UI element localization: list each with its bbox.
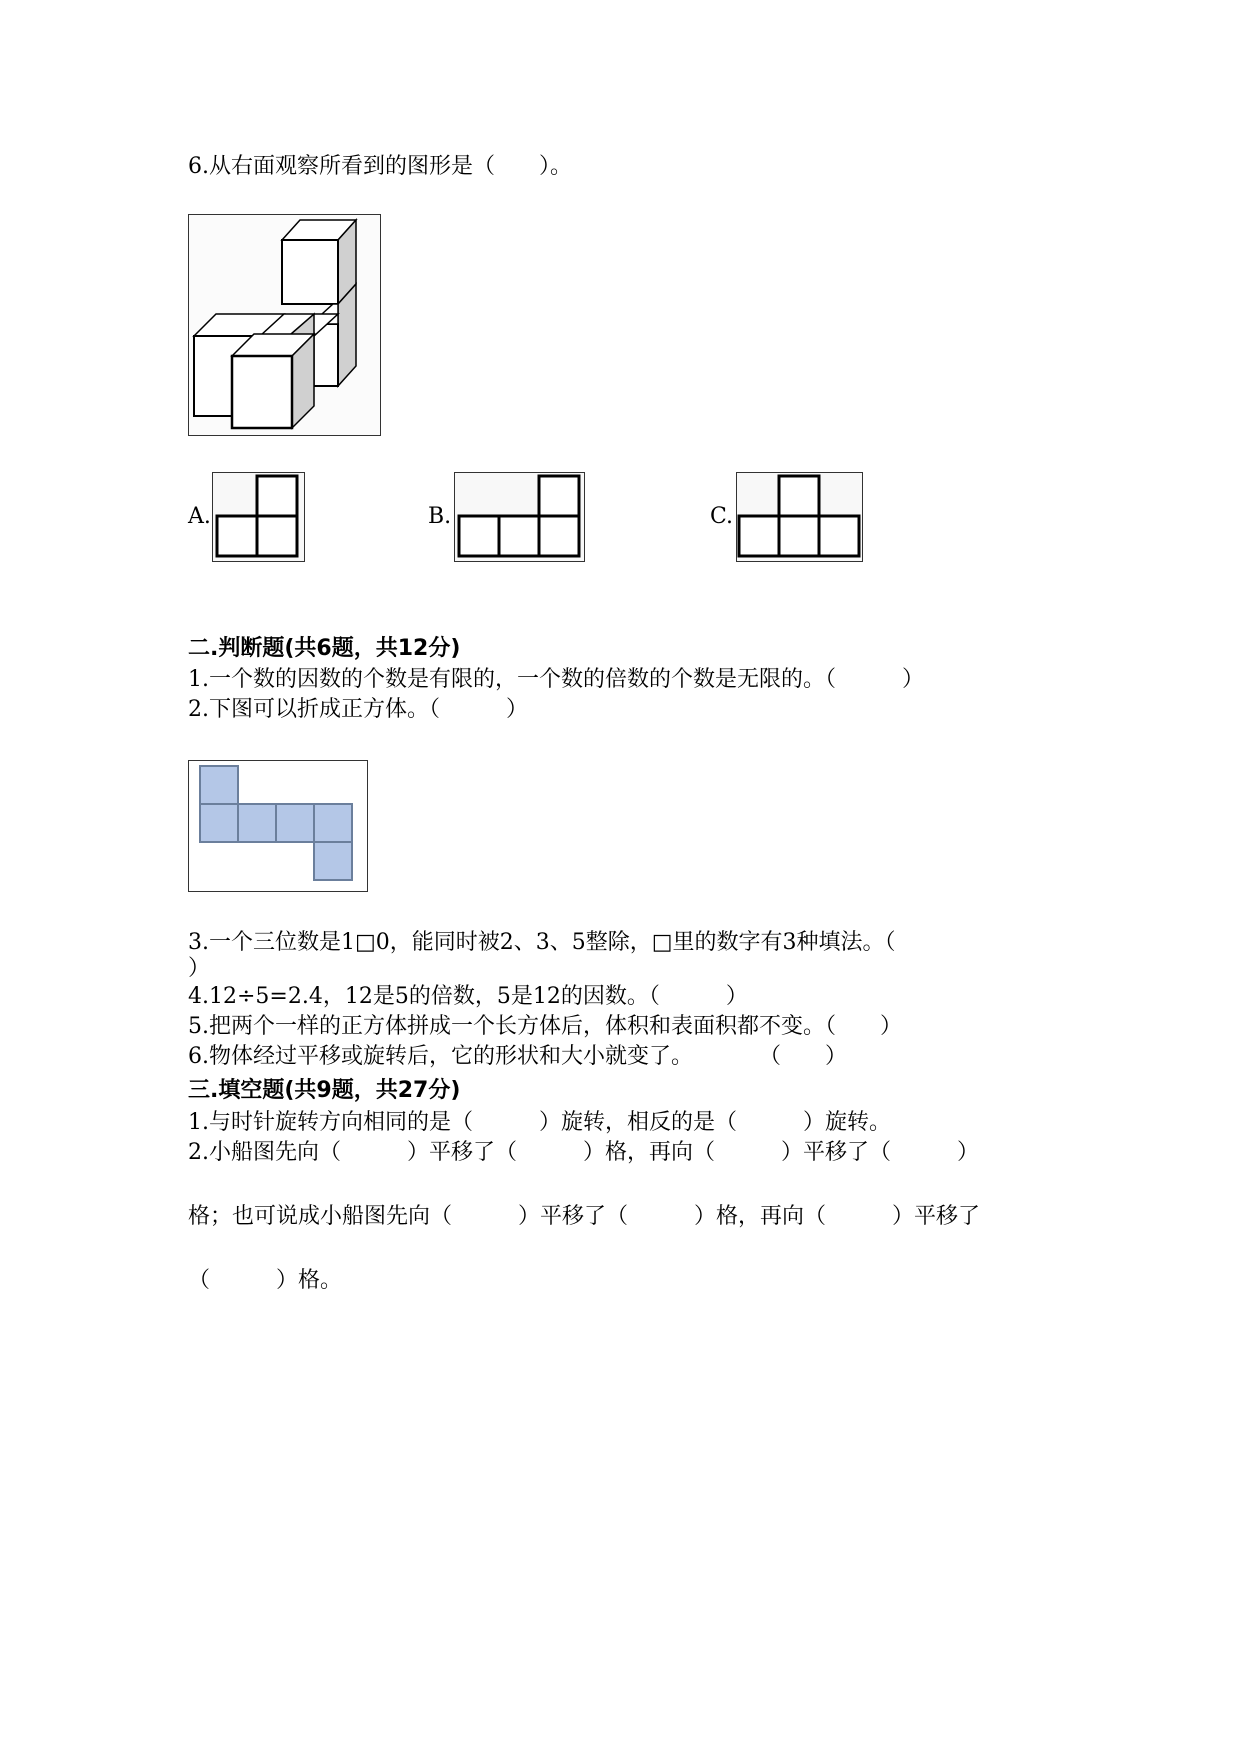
option-b-svg [454, 472, 585, 562]
option-c-svg [736, 472, 863, 562]
fill-question-1: 1.与时针旋转方向相同的是（ ）旋转，相反的是（ ）旋转。 [188, 1110, 891, 1135]
question-6-text: 6.从右面观察所看到的图形是（ ）。 [188, 154, 572, 179]
judge-question-5: 5.把两个一样的正方体拼成一个长方体后，体积和表面积都不变。（ ） [188, 1014, 902, 1039]
section-3-heading: 三.填空题(共9题，共27分) [188, 1078, 461, 1103]
option-c-label: C. [710, 504, 734, 529]
section-2-heading: 二.判断题(共6题，共12分) [188, 636, 461, 661]
judge-question-2: 2.下图可以折成正方体。（ ） [188, 697, 528, 722]
option-b-figure[interactable] [454, 472, 585, 562]
option-a-svg [212, 472, 305, 562]
judge-question-4: 4.12÷5=2.4，12是5的倍数，5是12的因数。（ ） [188, 984, 748, 1009]
judge-question-6: 6.物体经过平移或旋转后，它的形状和大小就变了。 （ ） [188, 1044, 847, 1069]
option-c-figure[interactable] [736, 472, 863, 562]
cube-stack-figure [188, 214, 381, 436]
judge-question-3-line1: 3.一个三位数是1□0，能同时被2、3、5整除，□里的数字有3种填法。（ [188, 930, 896, 955]
fill-question-2-line2: 格；也可说成小船图先向（ ）平移了（ ）格，再向（ ）平移了 [188, 1204, 981, 1229]
judge-question-3-line2: ） [188, 956, 211, 981]
judge-question-1: 1.一个数的因数的个数是有限的，一个数的倍数的个数是无限的。（ ） [188, 667, 924, 692]
fill-question-2-line1: 2.小船图先向（ ）平移了（ ）格，再向（ ）平移了（ ） [188, 1140, 979, 1165]
cube-net-svg [188, 760, 368, 892]
option-a-label: A. [188, 504, 211, 529]
option-a-figure[interactable] [212, 472, 305, 562]
cube-net-figure [188, 760, 368, 892]
fill-question-2-line3: （ ）格。 [188, 1268, 343, 1293]
option-b-label: B. [428, 504, 452, 529]
cube-stack-svg [188, 214, 381, 436]
